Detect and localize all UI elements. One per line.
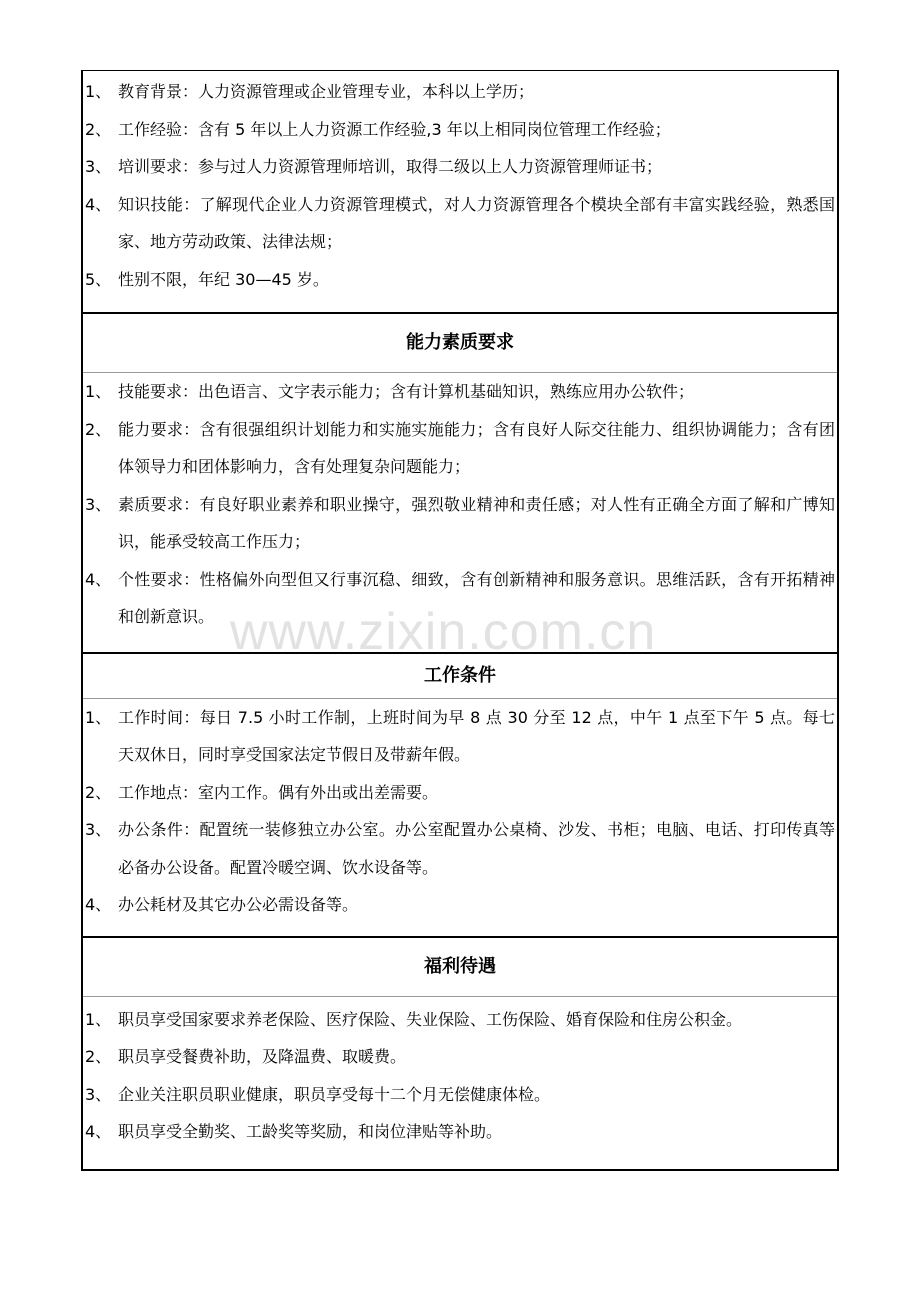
item-text: 职员享受餐费补助，及降温费、取暖费。 [118,1047,407,1066]
conditions-list [83,699,837,936]
list-item [83,774,837,812]
item-number: 5、 [85,269,112,289]
ability-section [83,312,837,652]
item-number: 4、 [85,1122,112,1141]
item-number: 1、 [85,1009,112,1029]
section-title: 能力素质要求 [406,332,514,353]
item-text: 技能要求：出色语言、文字表示能力；含有计算机基础知识，熟练应用办公软件； [118,382,695,401]
item-number: 1、 [85,382,112,401]
document-table [81,70,839,1171]
section-title: 福利待遇 [424,955,496,977]
list-item [83,411,837,486]
list-item [83,886,837,924]
item-text: 工作时间：每日 7.5 小时工作制，上班时间为早 8 点 30 分至 12 点，中午 1 点至下午 5 点。每七天双休日，同时享受国家法定节假日及带薪年假。 [118,707,835,764]
item-number: 1、 [85,82,112,101]
list-item [83,486,837,561]
item-text: 教育背景：人力资源管理或企业管理专业，本科以上学历； [118,82,535,101]
list-item [83,148,837,186]
list-item [83,373,837,411]
benefits-list [83,997,837,1169]
list-item [83,561,837,636]
qualification-list [83,71,837,312]
item-text: 性别不限，年纪 30—45 岁。 [118,269,329,289]
item-number: 1、 [85,707,112,727]
list-item [83,1113,837,1151]
item-number: 4、 [85,194,112,214]
section-title: 工作条件 [424,664,496,686]
item-number: 2、 [85,1047,112,1066]
benefits-section [83,936,837,1171]
list-item [83,1038,837,1076]
list-item [83,699,837,774]
item-text: 培训要求：参与过人力资源管理师培训，取得二级以上人力资源管理师证书； [118,157,663,176]
item-text: 企业关注职员职业健康，职员享受每十二个月无偿健康体检。 [118,1084,551,1104]
list-item [83,811,837,886]
item-text: 工作地点：室内工作。偶有外出或出差需要。 [118,782,439,802]
conditions-section [83,652,837,936]
list-item [83,186,837,261]
list-item [83,111,837,149]
list-item [83,1076,837,1114]
watermark: www.zixin.com.cn [230,603,657,661]
item-text: 办公耗材及其它办公必需设备等。 [118,895,359,914]
item-text: 办公条件：配置统一装修独立办公室。办公室配置办公桌椅、沙发、书柜；电脑、电话、打印传真等必备办公设备。配置冷暖空调、饮水设备等。 [118,820,835,877]
item-number: 3、 [85,820,112,839]
list-item [83,261,837,299]
item-text: 知识技能：了解现代企业人力资源管理模式，对人力资源管理各个模块全部有丰富实践经验，熟悉国家、地方劳动政策、法律法规； [118,194,835,251]
item-number: 4、 [85,569,112,589]
item-number: 4、 [85,895,112,914]
item-number: 2、 [85,419,112,439]
item-text: 个性要求：性格偏外向型但又行事沉稳、细致，含有创新精神和服务意识。思维活跃，含有开拓精神和创新意识。 [118,569,835,626]
qualification-section [83,70,837,312]
list-item [83,1001,837,1039]
item-number: 3、 [85,157,112,176]
item-number: 2、 [85,782,112,802]
item-number: 3、 [85,494,112,514]
item-number: 2、 [85,119,112,139]
item-text: 能力要求：含有很强组织计划能力和实施实施能力；含有良好人际交往能力、组织协调能力；含有团体领导力和团体影响力，含有处理复杂问题能力； [118,419,835,476]
item-text: 素质要求：有良好职业素养和职业操守，强烈敬业精神和责任感；对人性有正确全方面了解和广博知识，能承受较高工作压力； [118,494,835,551]
ability-list [83,373,837,652]
list-item [83,73,837,111]
item-text: 职员享受全勤奖、工龄奖等奖励，和岗位津贴等补助。 [118,1122,503,1141]
item-text: 工作经验：含有 5 年以上人力资源工作经验,3 年以上相同岗位管理工作经验； [118,119,671,139]
item-text: 职员享受国家要求养老保险、医疗保险、失业保险、工伤保险、婚育保险和住房公积金。 [118,1009,743,1029]
item-number: 3、 [85,1084,112,1104]
